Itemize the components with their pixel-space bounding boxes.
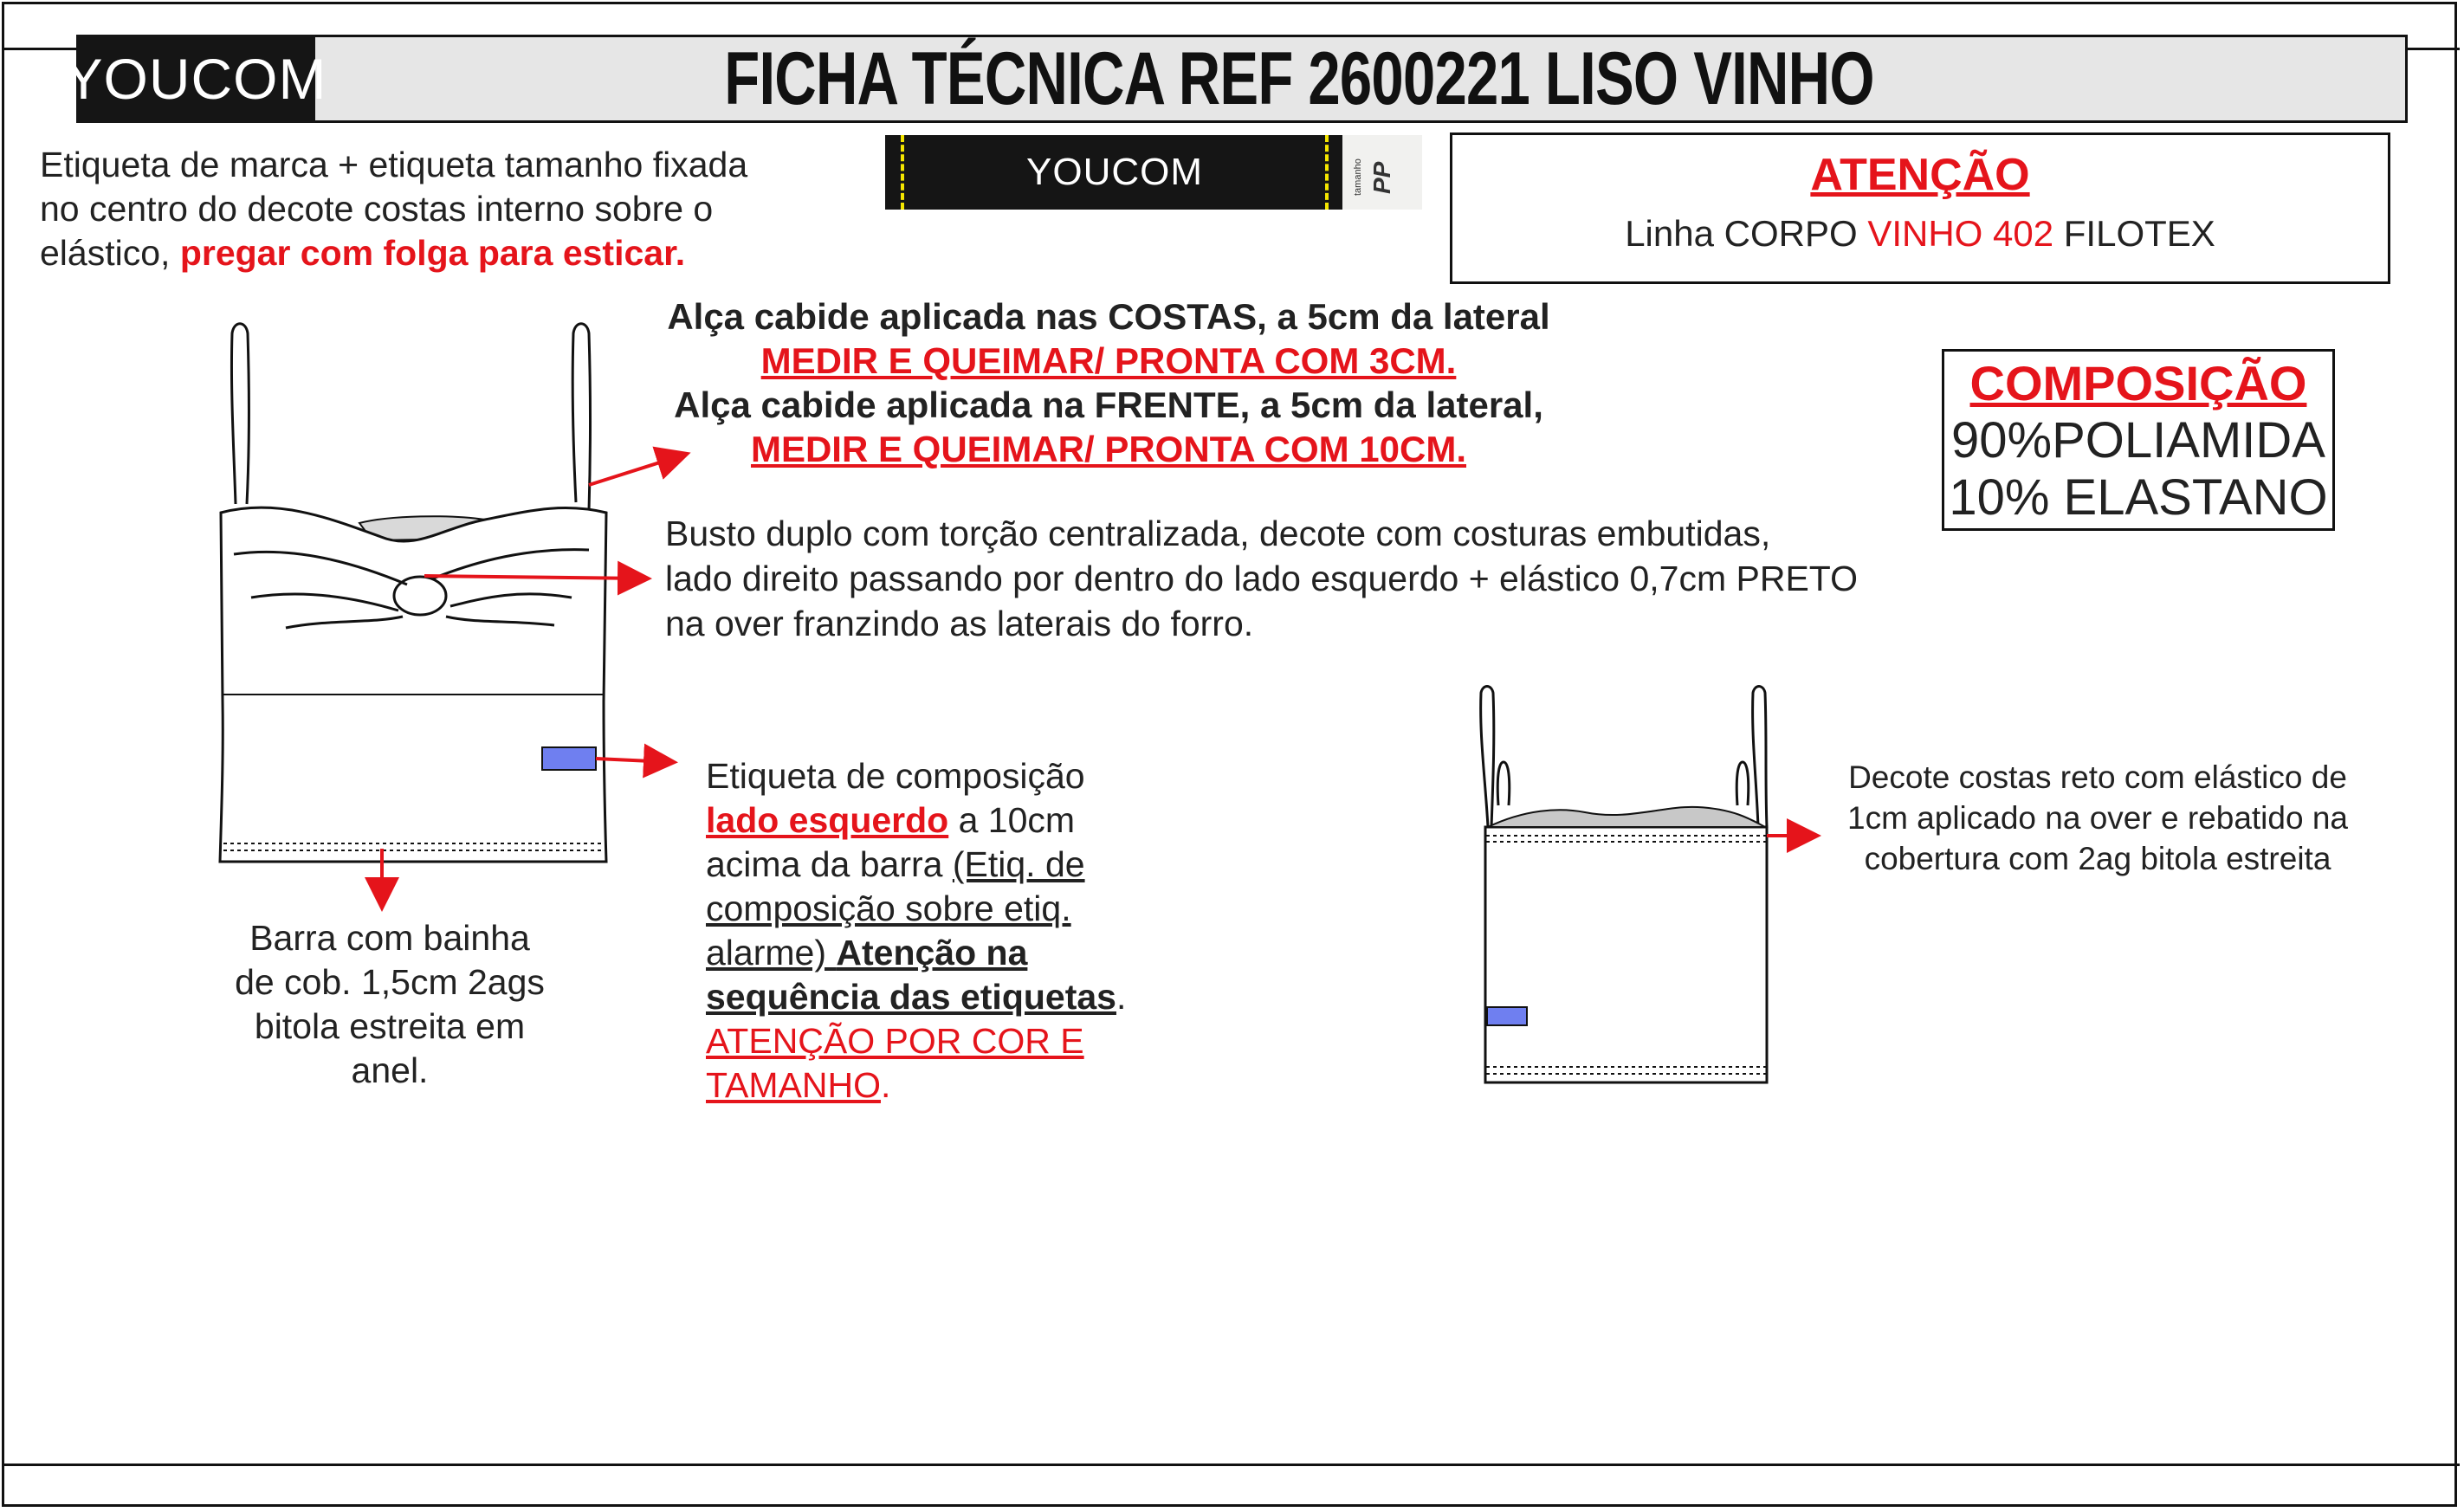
comp-label-line-8-red: TAMANHO <box>706 1065 881 1105</box>
arrow-strap <box>589 455 684 485</box>
front-body <box>220 507 606 862</box>
comp-label-line-3-underlined: (Etiq. de <box>952 844 1085 884</box>
back-right-strap-loop <box>1736 762 1749 805</box>
comp-label-line-1: Etiqueta de composição <box>706 756 1085 796</box>
brand-label-line-3-red: pregar com folga para esticar. <box>179 233 686 273</box>
front-view-drawing <box>220 324 606 862</box>
back-note-line-1: Decote costas reto com elástico de <box>1848 759 2347 795</box>
strap-note-line-1: Alça cabide aplicada nas COSTAS, a 5cm da lateral <box>667 296 1550 337</box>
brand-label-line-1: Etiqueta de marca + etiqueta tamanho fixada <box>40 145 748 184</box>
hem-note-line-2: de cob. 1,5cm 2ags <box>235 962 545 1002</box>
hem-note-line-1: Barra com bainha <box>249 918 530 958</box>
comp-label-line-7: ATENÇÃO POR COR E <box>706 1021 1084 1061</box>
front-right-strap <box>572 324 590 511</box>
front-composition-label <box>542 747 596 770</box>
strap-note-line-2: MEDIR E QUEIMAR/ PRONTA COM 3CM. <box>760 340 1457 381</box>
front-left-strap <box>231 324 249 504</box>
back-left-strap-loop <box>1497 762 1510 805</box>
bust-note-line-2: lado direito passando por dentro do lado esquerdo + elástico 0,7cm PRETO <box>665 559 1859 598</box>
label-size-caption: tamanho <box>1353 158 1363 196</box>
strap-note-line-3: Alça cabide aplicada na FRENTE, a 5cm da lateral, <box>674 384 1543 425</box>
back-note-line-3: cobertura com 2ag bitola estreita <box>1864 841 2331 876</box>
attention-text-red: VINHO 402 <box>1867 213 2054 254</box>
hem-note-line-4: anel. <box>351 1050 429 1090</box>
brand-label-line-2: no centro do decote costas interno sobre o <box>40 189 714 229</box>
composition-line-2: 10% ELASTANO <box>1949 469 2328 526</box>
brand-label-line-3-start: elástico, <box>40 233 180 273</box>
back-note-line-2: 1cm aplicado na over e rebatido na <box>1847 800 2348 836</box>
hem-note-line-3: bitola estreita em <box>254 1006 526 1046</box>
attention-text-start: Linha CORPO <box>1625 213 1868 254</box>
label-logo: YOUCOM <box>1026 151 1203 193</box>
comp-label-line-4: composição sobre etiq. <box>706 888 1071 928</box>
back-left-strap <box>1481 687 1494 828</box>
comp-label-line-2-red: lado esquerdo <box>706 800 949 840</box>
back-composition-label <box>1487 1007 1527 1025</box>
composition-title: COMPOSIÇÃO <box>1969 356 2307 410</box>
composition-line-1: 90%POLIAMIDA <box>1951 412 2325 468</box>
comp-label-line-3-start: acima da barra <box>706 844 953 884</box>
brand-logo-text: YOUCOM <box>64 47 327 111</box>
comp-label-line-2-end: a 10cm <box>948 800 1076 840</box>
arrow-composition-label <box>596 759 671 762</box>
attention-text-end: FILOTEX <box>2053 213 2215 254</box>
strap-note-line-4: MEDIR E QUEIMAR/ PRONTA COM 10CM. <box>750 429 1467 469</box>
attention-title: ATENÇÃO <box>1810 150 2030 200</box>
comp-label-line-8-end: . <box>880 1065 891 1105</box>
comp-label-line-5-bold: Atenção na <box>836 933 1028 972</box>
comp-label-line-5-underlined: alarme) <box>706 933 837 972</box>
back-right-strap <box>1753 687 1767 828</box>
page-title: FICHA TÉCNICA REF 2600221 LISO VINHO <box>724 36 1874 120</box>
comp-label-line-6-bold: sequência das etiquetas <box>706 977 1116 1017</box>
back-body <box>1485 827 1767 1082</box>
bust-note-line-1: Busto duplo com torção centralizada, decote com costuras embutidas, <box>665 514 1771 553</box>
comp-label-line-6-end: . <box>1116 977 1127 1017</box>
back-neckline-lining <box>1488 807 1765 827</box>
bust-note-line-3: na over franzindo as laterais do forro. <box>665 604 1254 643</box>
label-size-value: PP <box>1368 161 1395 194</box>
